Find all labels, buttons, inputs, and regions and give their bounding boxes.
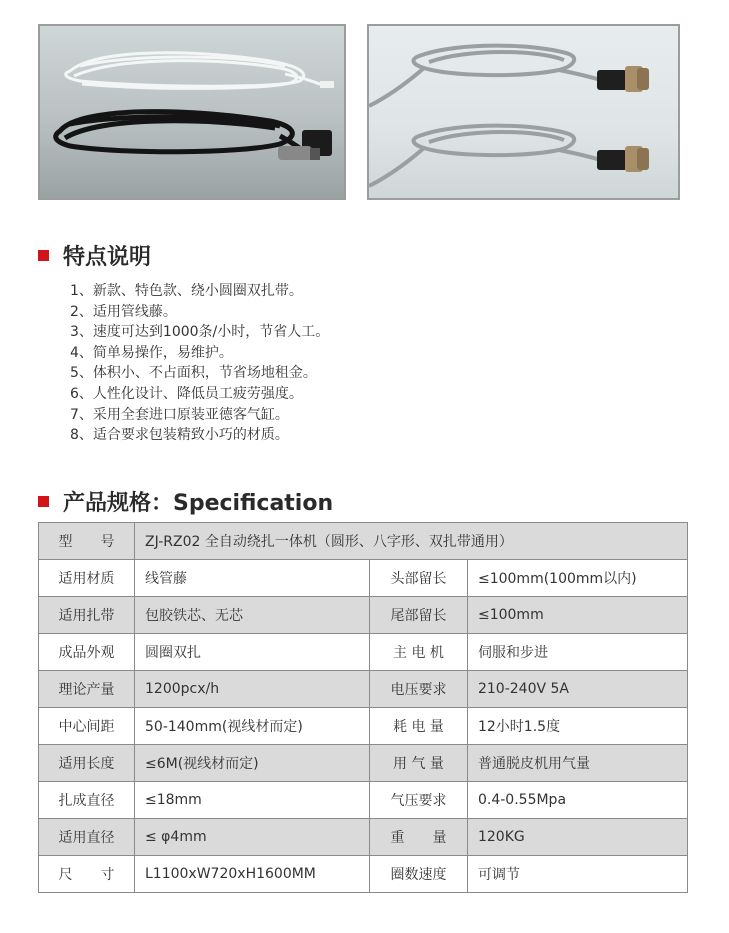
spec-label: 中心间距 <box>39 708 135 745</box>
feature-item: 2、适用管线藤。 <box>70 303 177 320</box>
spec-label: 理论产量 <box>39 671 135 708</box>
spec-value: 12小时1.5度 <box>467 708 687 745</box>
spec-value: 210-240V 5A <box>467 671 687 708</box>
table-row <box>39 856 688 893</box>
spec-label: 电压要求 <box>369 671 467 708</box>
spec-label: 扎成直径 <box>39 782 135 819</box>
spec-label: 重 量 <box>369 819 467 856</box>
table-row <box>39 708 688 745</box>
spec-label: 适用长度 <box>39 745 135 782</box>
table-row <box>39 560 688 597</box>
spec-value: 伺服和步进 <box>467 634 687 671</box>
spec-value: 120KG <box>467 819 687 856</box>
spec-label: 耗 电 量 <box>369 708 467 745</box>
feature-item: 4、简单易操作，易维护。 <box>70 344 233 361</box>
product-photo-left <box>38 24 346 200</box>
spec-label: 气压要求 <box>369 782 467 819</box>
spec-value: 1200pcx/h <box>135 671 370 708</box>
spec-label: 头部留长 <box>369 560 467 597</box>
spec-value: 普通脱皮机用气量 <box>467 745 687 782</box>
spec-label: 用 气 量 <box>369 745 467 782</box>
spec-value: 50-140mm(视线材而定) <box>135 708 370 745</box>
feature-item: 6、人性化设计、降低员工疲劳强度。 <box>70 385 303 402</box>
spec-value: 0.4-0.55Mpa <box>467 782 687 819</box>
features-heading <box>38 240 151 271</box>
feature-item: 7、采用全套进口原装亚德客气缸。 <box>70 406 289 423</box>
cable-illustration-left <box>40 26 344 198</box>
spec-value: ≤18mm <box>135 782 370 819</box>
spec-value: ≤100mm(100mm以内) <box>467 560 687 597</box>
spec-label: 型 号 <box>39 523 135 560</box>
table-row <box>39 671 688 708</box>
feature-item: 8、适合要求包装精致小巧的材质。 <box>70 427 289 444</box>
spec-value: ZJ-RZ02 全自动绕扎一体机（圆形、八字形、双扎带通用） <box>135 523 688 560</box>
spec-value: 可调节 <box>467 856 687 893</box>
spec-label: 尾部留长 <box>369 597 467 634</box>
product-photo-right <box>367 24 680 200</box>
feature-item: 5、体积小、不占面积，节省场地租金。 <box>70 365 317 382</box>
table-row <box>39 523 688 560</box>
table-row <box>39 634 688 671</box>
cable-illustration-right <box>369 26 678 198</box>
spec-value: ≤100mm <box>467 597 687 634</box>
feature-item: 3、速度可达到1000条/小时，节省人工。 <box>70 324 330 341</box>
table-row <box>39 597 688 634</box>
spec-title: 产品规格：Specification <box>63 491 334 516</box>
spec-value: 包胶铁芯、无芯 <box>135 597 370 634</box>
features-title: 特点说明 <box>63 245 152 270</box>
red-square-icon <box>38 496 49 507</box>
spec-label: 圈数速度 <box>369 856 467 893</box>
spec-value: ≤ φ4mm <box>135 819 370 856</box>
spec-value: 线管藤 <box>135 560 370 597</box>
spec-label: 适用材质 <box>39 560 135 597</box>
spec-label: 适用扎带 <box>39 597 135 634</box>
feature-item: 1、新款、特色款、绕小圆圈双扎带。 <box>70 283 303 299</box>
spec-heading <box>38 486 333 517</box>
table-row <box>39 819 688 856</box>
table-row <box>39 782 688 819</box>
spec-value: 圆圈双扎 <box>135 634 370 671</box>
spec-label: 适用直径 <box>39 819 135 856</box>
spec-value: L1100xW720xH1600MM <box>135 856 370 893</box>
table-row <box>39 745 688 782</box>
red-square-icon <box>38 250 49 261</box>
spec-table <box>38 522 688 893</box>
features-list <box>70 281 329 446</box>
spec-label: 主 电 机 <box>369 634 467 671</box>
spec-label: 成品外观 <box>39 634 135 671</box>
spec-label: 尺 寸 <box>39 856 135 893</box>
spec-value: ≤6M(视线材而定) <box>135 745 370 782</box>
